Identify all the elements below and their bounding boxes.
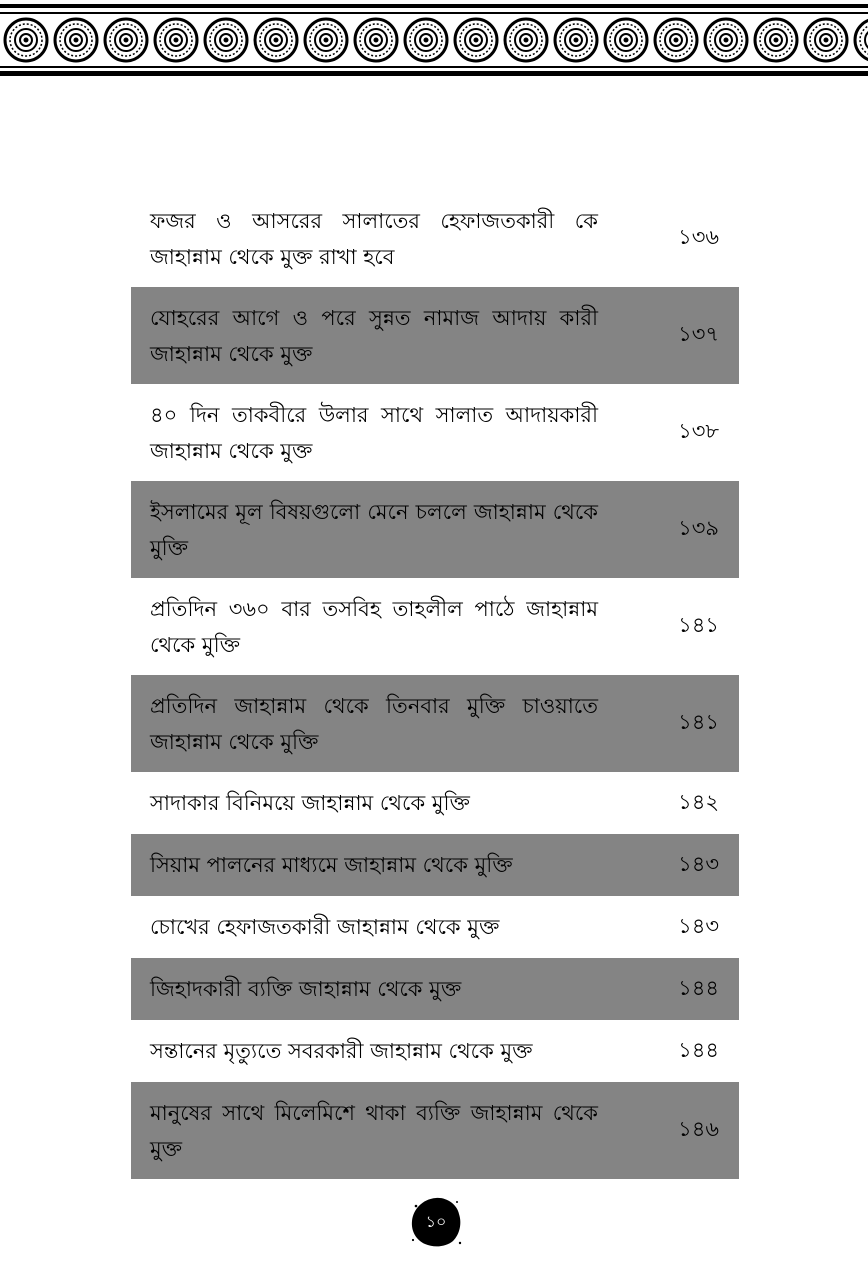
- toc-entry-page: ১৩৮: [678, 419, 719, 443]
- toc-entry-page: ১৩৯: [678, 516, 719, 540]
- toc-entry-page: ১৪৪: [678, 1037, 719, 1062]
- toc-entry-title: জিহাদকারী ব্যক্তি জাহান্নাম থেকে মুক্ত: [150, 977, 462, 1001]
- toc-row: [131, 958, 739, 1020]
- toc-entry-title: চোখের হেফাজতকারী জাহান্নাম থেকে মুক্ত: [150, 915, 500, 939]
- table-of-contents: [131, 190, 739, 1179]
- toc-entry-page: ১৪৩: [678, 913, 719, 938]
- toc-entry-title: ইসলামের মূল বিষয়গুলো মেনে চললে জাহান্নাম থেকে মুক্তি: [150, 499, 598, 560]
- toc-row: [131, 675, 739, 772]
- toc-row: [131, 834, 739, 896]
- toc-entry-page: ১৪১: [678, 613, 719, 637]
- decorative-border: [0, 0, 868, 80]
- toc-row: [131, 384, 739, 481]
- toc-entry-page: ১৩৬: [678, 225, 719, 249]
- toc-row: [131, 481, 739, 578]
- toc-entry-title: মানুষের সাথে মিলেমিশে থাকা ব্যক্তি জাহান্নাম থেকে মুক্ত: [150, 1100, 598, 1161]
- toc-entry-title: সিয়াম পালনের মাধ্যমে জাহান্নাম থেকে মুক্তি: [150, 853, 513, 877]
- toc-entry-title: প্রতিদিন জাহান্নাম থেকে তিনবার মুক্তি চাওয়াতে জাহান্নাম থেকে মুক্তি: [150, 693, 598, 754]
- toc-row: [131, 287, 739, 384]
- toc-row: [131, 1082, 739, 1179]
- toc-row: [131, 896, 739, 958]
- toc-entry-title: যোহরের আগে ও পরে সুন্নত নামাজ আদায় কারী জাহান্নাম থেকে মুক্ত: [150, 305, 598, 366]
- toc-entry-title: ৪০ দিন তাকবীরে উলার সাথে সালাত আদায়কারী জাহান্নাম থেকে মুক্ত: [150, 402, 598, 463]
- toc-entry-title: প্রতিদিন ৩৬০ বার তসবিহ তাহলীল পাঠে জাহান্নাম থেকে মুক্তি: [150, 596, 598, 657]
- toc-row: [131, 772, 739, 834]
- toc-entry-title: সাদাকার বিনিময়ে জাহান্নাম থেকে মুক্তি: [150, 791, 470, 815]
- toc-entry-page: ১৪৬: [678, 1117, 719, 1141]
- toc-entry-page: ১৪১: [678, 710, 719, 734]
- toc-row: [131, 1020, 739, 1082]
- toc-entry-page: ১৪৩: [678, 851, 719, 876]
- toc-row: [131, 578, 739, 675]
- toc-entry-page: ১৪৪: [678, 975, 719, 1000]
- toc-row: [131, 190, 739, 287]
- toc-entry-page: ১৩৭: [678, 322, 719, 346]
- page-number: ১০: [425, 1211, 447, 1231]
- toc-entry-page: ১৪২: [678, 789, 719, 814]
- toc-entry-title: সন্তানের মৃত্যুতে সবরকারী জাহান্নাম থেকে মুক্ত: [150, 1039, 533, 1063]
- toc-entry-title: ফজর ও আসরের সালাতের হেফাজতকারী কে জাহান্নাম থেকে মুক্ত রাখা হবে: [150, 208, 598, 269]
